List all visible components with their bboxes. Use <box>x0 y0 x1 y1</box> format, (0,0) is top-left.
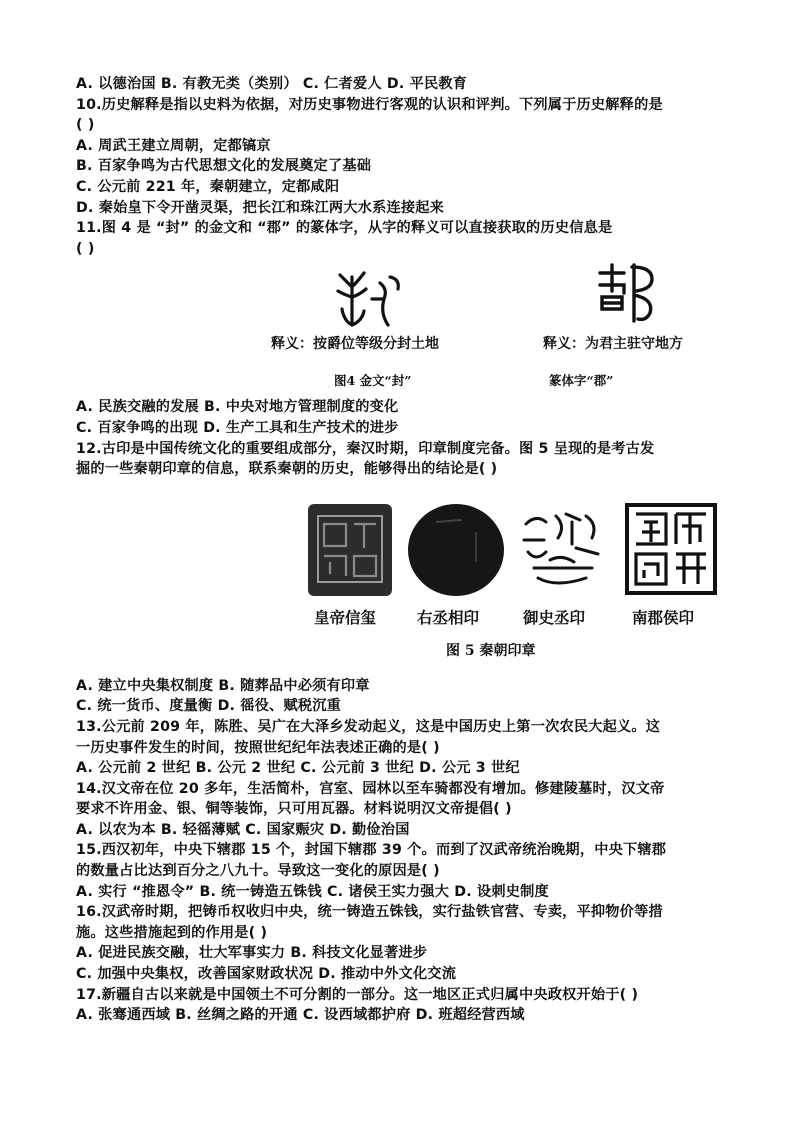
figure-5-caption: 图 5 秦朝印章 <box>446 642 536 659</box>
text-line: A. 以德治国 B. 有教无类（类别） C. 仁者爱人 D. 平民教育 <box>76 76 468 92</box>
text-line: 13.公元前 209 年，陈胜、吴广在大泽乡发动起义，这是中国历史上第一次农民大起义。这 <box>76 718 661 735</box>
text-line: 一历史事件发生的时间，按照世纪纪年法表述正确的是( ) <box>76 739 440 756</box>
text-line: ( ) <box>76 240 95 257</box>
text-line: 11.图 4 是 “封” 的金文和 “郡” 的篆体字，从字的释义可以直接获取的历史信息是 <box>76 220 613 237</box>
figure-4 <box>76 259 726 389</box>
figure-4-left-meaning: 释义：按爵位等级分封土地 <box>271 336 439 353</box>
seal-label-4: 南郡侯印 <box>632 608 695 627</box>
text-line: 16.汉武帝时期，把铸币权收归中央，统一铸造五铢钱，实行盐铁官营、专卖，平抑物价等措 <box>76 904 663 921</box>
text-line: 掘的一些秦朝印章的信息，联系秦朝的历史，能够得出的结论是( ) <box>76 461 498 478</box>
figure-5 <box>76 480 726 666</box>
text-line: A. 实行 “推恩令” B. 统一铸造五铢钱 C. 诸侯王实力强大 D. 设刺史制度 <box>76 883 549 900</box>
question-block-a <box>76 74 726 259</box>
text-line: A. 民族交融的发展 B. 中央对地方管理制度的变化 <box>76 399 399 416</box>
text-line: C. 加强中央集权，改善国家财政状况 D. 推动中外文化交流 <box>76 966 457 983</box>
text-line: A. 促进民族交融，壮大军事实力 B. 科技文化显著进步 <box>76 945 428 962</box>
text-line: ( ) <box>76 117 95 134</box>
text-line: A. 以农为本 B. 轻徭薄赋 C. 国家赈灾 D. 勤俭治国 <box>76 821 410 838</box>
text-line: D. 秦始皇下令开凿灵渠，把长江和珠江两大水系连接起来 <box>76 199 445 216</box>
seal-image-3 <box>516 504 608 594</box>
text-line: A. 周武王建立周朝，定都镐京 <box>76 137 271 154</box>
text-line: C. 公元前 221 年，秦朝建立，定都咸阳 <box>76 178 340 195</box>
figure-4-caption-left: 图4 金文“封” <box>334 373 412 389</box>
text-line: 14.汉文帝在位 20 多年，生活简朴，宫室、园林以至车骑都没有增加。修建陵墓时，汉文帝 <box>76 780 665 797</box>
text-line: A. 公元前 2 世纪 B. 公元 2 世纪 C. 公元前 3 世纪 D. 公元 3 世纪 <box>76 760 520 777</box>
text-line: 17.新疆自古以来就是中国领土不可分割的一部分。这一地区正式归属中央政权开始于( ) <box>76 986 639 1003</box>
text-line: A. 建立中央集权制度 B. 随葬品中必须有印章 <box>76 677 370 694</box>
text-line: C. 统一货币、度量衡 D. 徭役、赋税沉重 <box>76 698 341 715</box>
exam-page <box>76 74 726 1026</box>
seal-label-1: 皇帝信玺 <box>314 608 377 627</box>
text-line: 要求不许用金、银、铜等装饰，只可用瓦器。材料说明汉文帝提倡( ) <box>76 801 512 818</box>
seal-image-2 <box>406 502 506 598</box>
text-line: 10.历史解释是指以史料为依据，对历史事物进行客观的认识和评判。下列属于历史解释的是 <box>76 96 663 113</box>
seal-label-3: 御史丞印 <box>523 608 586 627</box>
seal-image-4 <box>624 502 718 596</box>
text-line: 的数量占比达到百分之八九十。导致这一变化的原因是( ) <box>76 863 440 880</box>
question-block-b <box>76 397 726 479</box>
figure-4-caption-right: 篆体字“郡” <box>549 373 614 389</box>
seal-image-1 <box>306 502 396 598</box>
text-line: A. 张骞通西域 B. 丝绸之路的开通 C. 设西域都护府 D. 班超经营西域 <box>76 1007 525 1024</box>
text-line: 12.古印是中国传统文化的重要组成部分，秦汉时期，印章制度完备。图 5 呈现的是考古发 <box>76 440 655 457</box>
text-line: 15.西汉初年，中央下辖郡 15 个，封国下辖郡 39 个。而到了汉武帝统治晚期，中央下辖郡 <box>76 842 667 859</box>
question-block-c <box>76 676 726 1026</box>
figure-4-right-meaning: 释义：为君主驻守地方 <box>543 336 683 353</box>
text-line: B. 百家争鸣为古代思想文化的发展奠定了基础 <box>76 158 372 175</box>
bronze-script-feng-glyph <box>330 269 408 329</box>
seal-script-jun-glyph <box>594 259 660 327</box>
seal-label-2: 右丞相印 <box>417 608 480 627</box>
text-line: C. 百家争鸣的出现 D. 生产工具和生产技术的进步 <box>76 419 399 436</box>
text-line: 施。这些措施起到的作用是( ) <box>76 924 268 941</box>
